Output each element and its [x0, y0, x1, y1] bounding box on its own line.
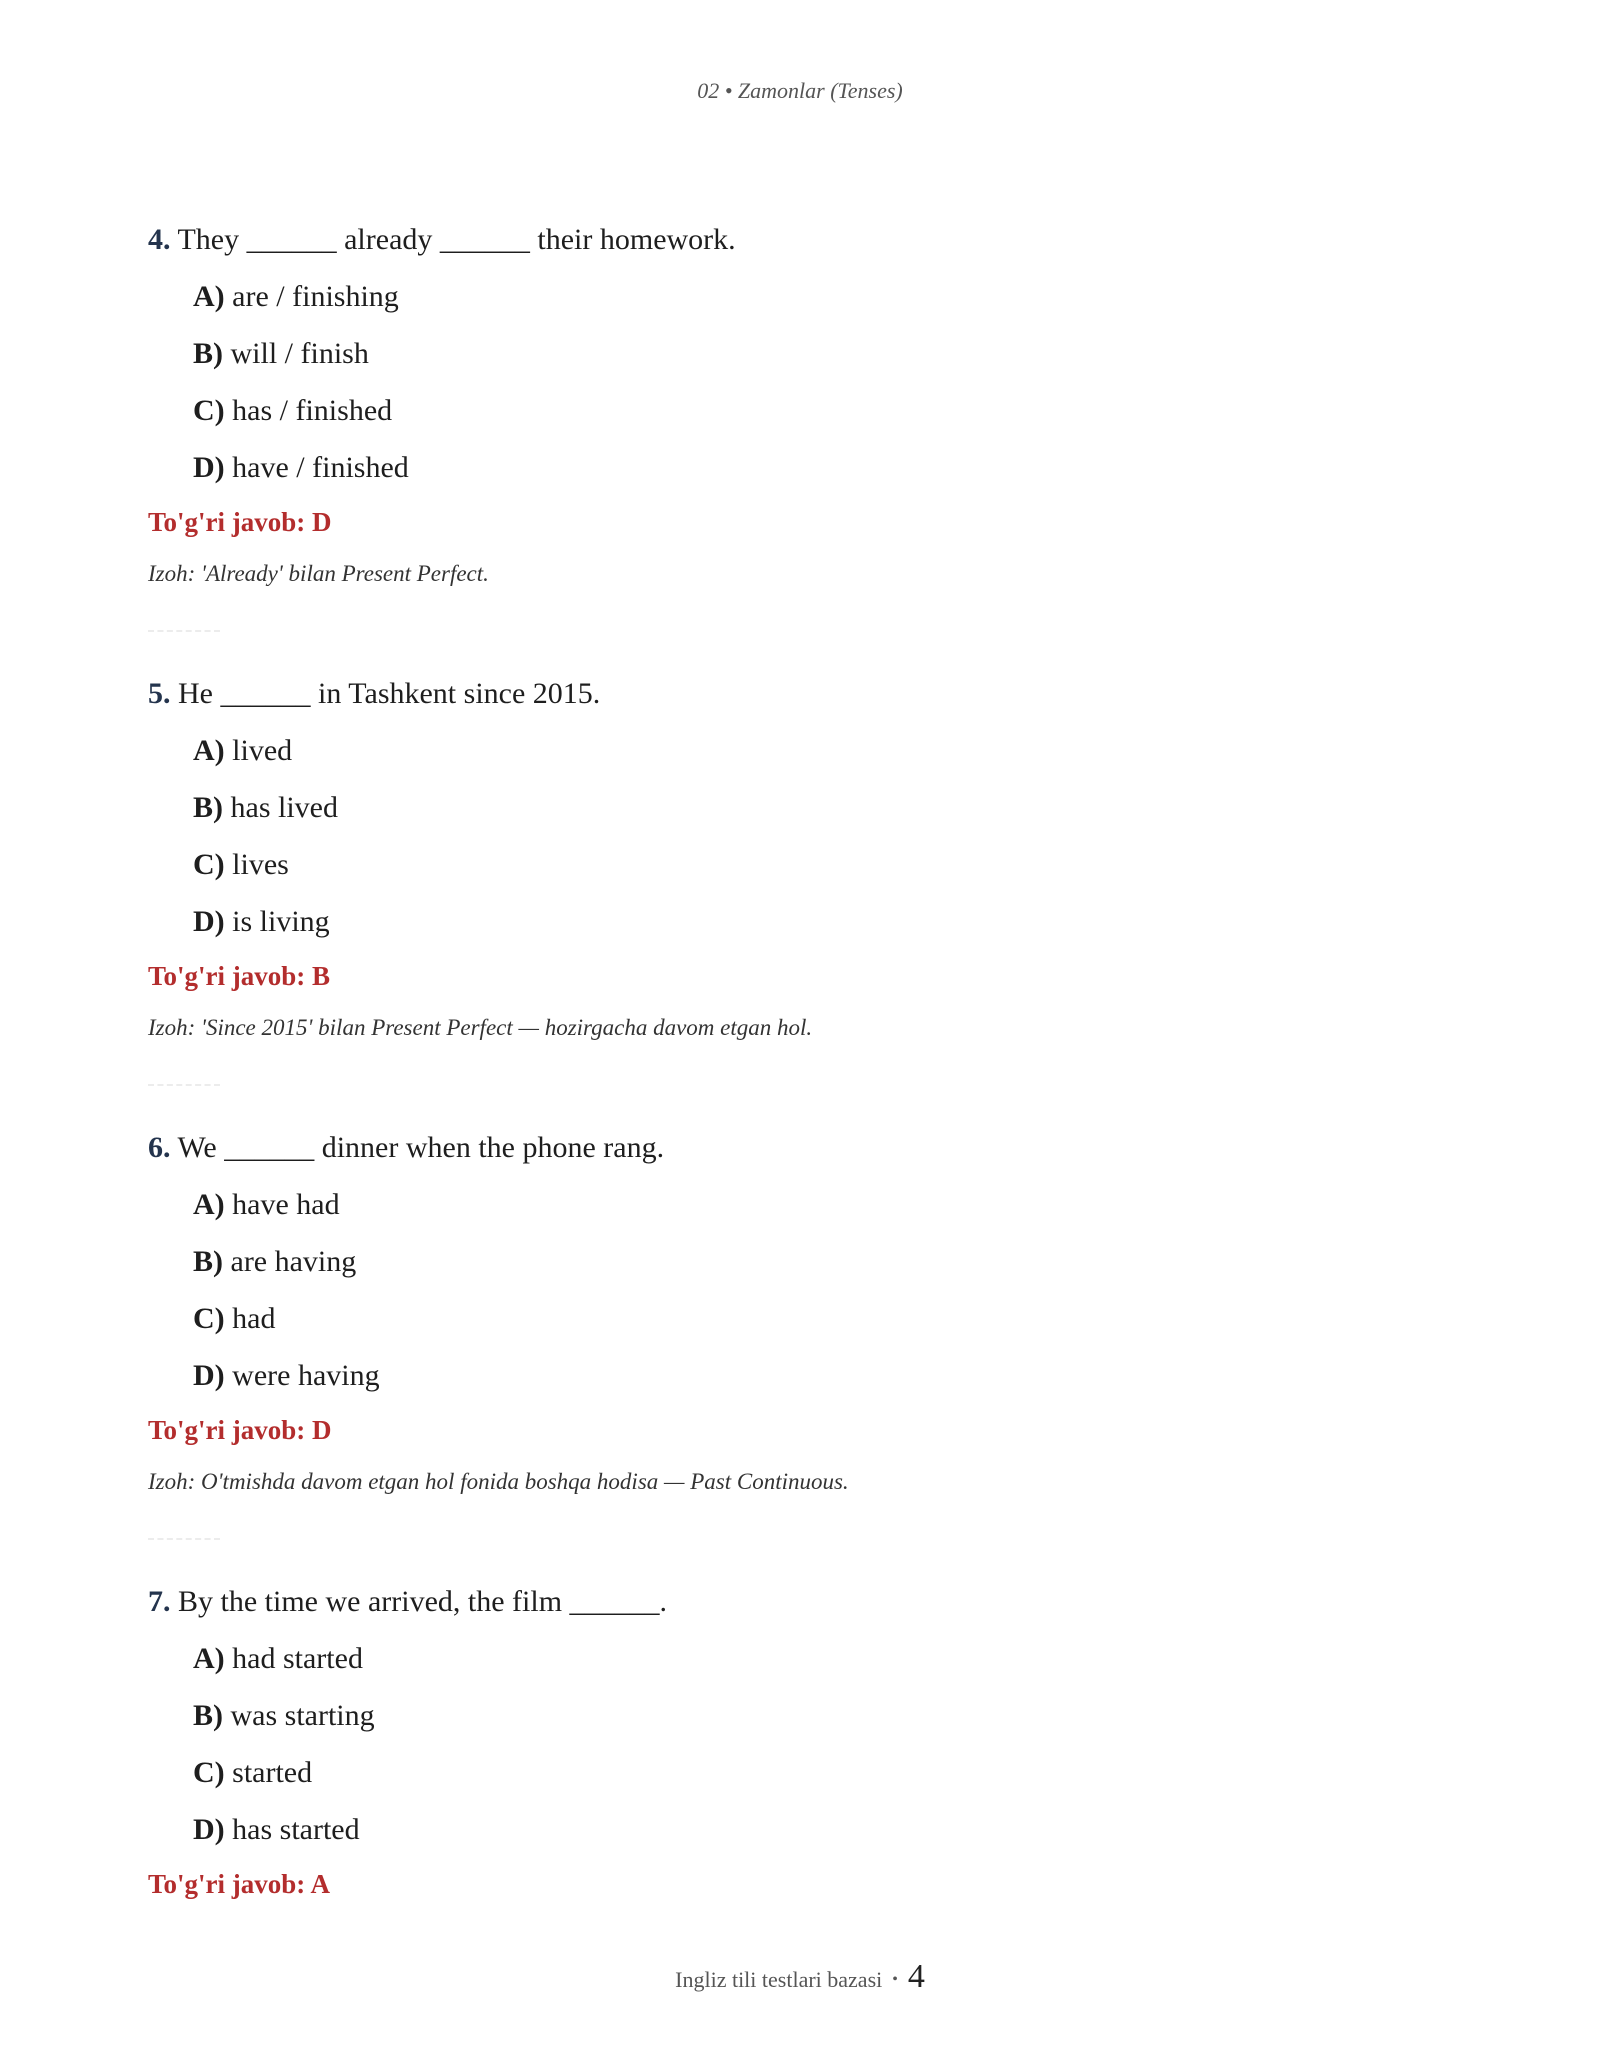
- option-letter: A): [193, 1642, 225, 1675]
- option-letter: D): [193, 451, 225, 484]
- option-a: [193, 1636, 1448, 1681]
- option-c: [193, 388, 1448, 433]
- option-text: has / finished: [232, 394, 393, 427]
- option-text: has started: [232, 1813, 360, 1846]
- option-letter: B): [193, 1245, 223, 1278]
- correct-answer: To'g'ri javob: D: [148, 1415, 332, 1445]
- explanation-note: Izoh: O'tmishda davom etgan hol fonida boshqa hodisa — Past Continuous.: [148, 1469, 849, 1494]
- option-text: are having: [230, 1245, 357, 1278]
- option-letter: A): [193, 280, 225, 313]
- option-text: was starting: [230, 1699, 375, 1732]
- running-footer: [0, 1958, 1600, 1996]
- footer-separator: •: [892, 1971, 898, 1988]
- option-letter: B): [193, 337, 223, 370]
- question-4: [148, 218, 1448, 592]
- option-text: is living: [232, 905, 330, 938]
- option-list: [148, 1182, 1448, 1398]
- question-text: He ______ in Tashkent since 2015.: [178, 677, 601, 710]
- option-b: [193, 331, 1448, 376]
- option-b: [193, 1693, 1448, 1738]
- option-d: [193, 1807, 1448, 1852]
- option-letter: D): [193, 1359, 225, 1392]
- question-number: 6.: [148, 1131, 171, 1164]
- explanation-note: Izoh: 'Since 2015' bilan Present Perfect — hozirgacha davom etgan hol.: [148, 1015, 813, 1040]
- option-text: lives: [232, 848, 289, 881]
- option-text: have / finished: [232, 451, 409, 484]
- option-b: [193, 785, 1448, 830]
- option-letter: C): [193, 1756, 225, 1789]
- option-letter: A): [193, 1188, 225, 1221]
- option-list: [148, 1636, 1448, 1852]
- option-a: [193, 728, 1448, 773]
- option-text: had started: [232, 1642, 363, 1675]
- question-stem: [148, 672, 1448, 716]
- option-text: lived: [232, 734, 293, 767]
- option-letter: B): [193, 1699, 223, 1732]
- option-letter: B): [193, 791, 223, 824]
- question-6: [148, 1126, 1448, 1500]
- option-a: [193, 274, 1448, 319]
- option-letter: D): [193, 905, 225, 938]
- question-7: [148, 1580, 1448, 1904]
- option-c: [193, 842, 1448, 887]
- question-text: They ______ already ______ their homework.: [177, 223, 736, 256]
- question-stem: [148, 218, 1448, 262]
- correct-answer: To'g'ri javob: A: [148, 1869, 331, 1899]
- option-text: were having: [232, 1359, 380, 1392]
- question-divider: [148, 1538, 220, 1540]
- option-letter: D): [193, 1813, 225, 1846]
- question-number: 5.: [148, 677, 171, 710]
- option-text: have had: [232, 1188, 340, 1221]
- question-number: 7.: [148, 1585, 171, 1618]
- question-number: 4.: [148, 223, 171, 256]
- question-stem: [148, 1126, 1448, 1170]
- correct-answer: To'g'ri javob: B: [148, 961, 331, 991]
- option-d: [193, 1353, 1448, 1398]
- explanation-note: Izoh: 'Already' bilan Present Perfect.: [148, 561, 489, 586]
- option-c: [193, 1750, 1448, 1795]
- option-letter: C): [193, 1302, 225, 1335]
- option-b: [193, 1239, 1448, 1284]
- question-text: We ______ dinner when the phone rang.: [177, 1131, 665, 1164]
- question-list: [148, 218, 1448, 1904]
- option-letter: A): [193, 734, 225, 767]
- book-title: Ingliz tili testlari bazasi: [675, 1967, 883, 1992]
- option-letter: C): [193, 848, 225, 881]
- running-header: 02 • Zamonlar (Tenses): [697, 78, 903, 103]
- question-text: By the time we arrived, the film ______.: [178, 1585, 668, 1618]
- option-text: will / finish: [230, 337, 369, 370]
- option-d: [193, 899, 1448, 944]
- page-number: 4: [907, 1958, 925, 1995]
- option-text: started: [232, 1756, 313, 1789]
- question-divider: [148, 630, 220, 632]
- option-text: has lived: [230, 791, 338, 824]
- option-list: [148, 728, 1448, 944]
- option-text: had: [232, 1302, 276, 1335]
- option-letter: C): [193, 394, 225, 427]
- option-a: [193, 1182, 1448, 1227]
- option-list: [148, 274, 1448, 490]
- question-5: [148, 672, 1448, 1046]
- option-d: [193, 445, 1448, 490]
- question-stem: [148, 1580, 1448, 1624]
- correct-answer: To'g'ri javob: D: [148, 507, 332, 537]
- question-divider: [148, 1084, 220, 1086]
- option-text: are / finishing: [232, 280, 399, 313]
- option-c: [193, 1296, 1448, 1341]
